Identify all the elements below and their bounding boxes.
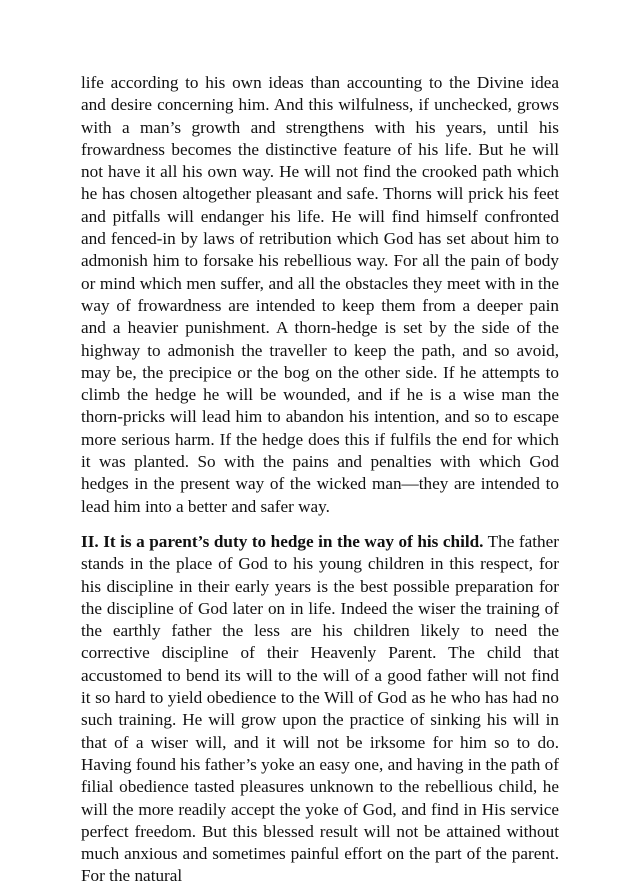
document-page — [81, 72, 559, 888]
section-heading: II. It is a parent’s duty to hedge in the way of his child. — [81, 531, 484, 551]
body-paragraph — [81, 531, 559, 888]
paragraph-text: The father stands in the place of God to his young children in this respect, for his discipline in their early years is the best possible preparation for the discipline of God later on in life. Indeed the wiser the training of the earthly father the less are his children likely to need the corrective discipline of their Heavenly Parent. The child that accustomed to bend its will to the will of a good father will not find it so hard to yield obedience to the Will of God as he who has had no such training. He will grow upon the practice of sinking his will in that of a wiser will, and it will not be irksome for him so to do. Having found his father’s yoke an easy one, and having in the path of filial obedience tasted pleasures unknown to the rebellious child, he will the more readily accept the yoke of God, and find in His service perfect freedom. But this blessed result will not be attained without much anxious and sometimes painful effort on the part of the parent. For the natural — [81, 531, 559, 886]
body-paragraph — [81, 72, 559, 518]
paragraph-text: life according to his own ideas than accounting to the Divine idea and desire concerning him. And this wilfulness, if unchecked, grows with a man’s growth and strengthens with his years, until his frowardness becomes the distinctive feature of his life. But he will not have it all his own way. He will not find the crooked path which he has chosen altogether pleasant and safe. Thorns will prick his feet and pitfalls will endanger his life. He will find himself confronted and fenced-in by laws of retribution which God has set about him to admonish him to forsake his rebellious way. For all the pain of body or mind which men suffer, and all the obstacles they meet with in the way of frowardness are intended to keep them from a deeper pain and a heavier punishment. A thorn-hedge is set by the side of the highway to admonish the traveller to keep the path, and so avoid, may be, the precipice or the bog on the other side. If he attempts to climb the hedge he will be wounded, and if he is a wise man the thorn-pricks will lead him to abandon his intention, and so to escape more serious harm. If the hedge does this if fulfils the end for which it was planted. So with the pains and penalties with which God hedges in the present way of the wicked man—they are intended to lead him into a better and safer way. — [81, 73, 559, 516]
